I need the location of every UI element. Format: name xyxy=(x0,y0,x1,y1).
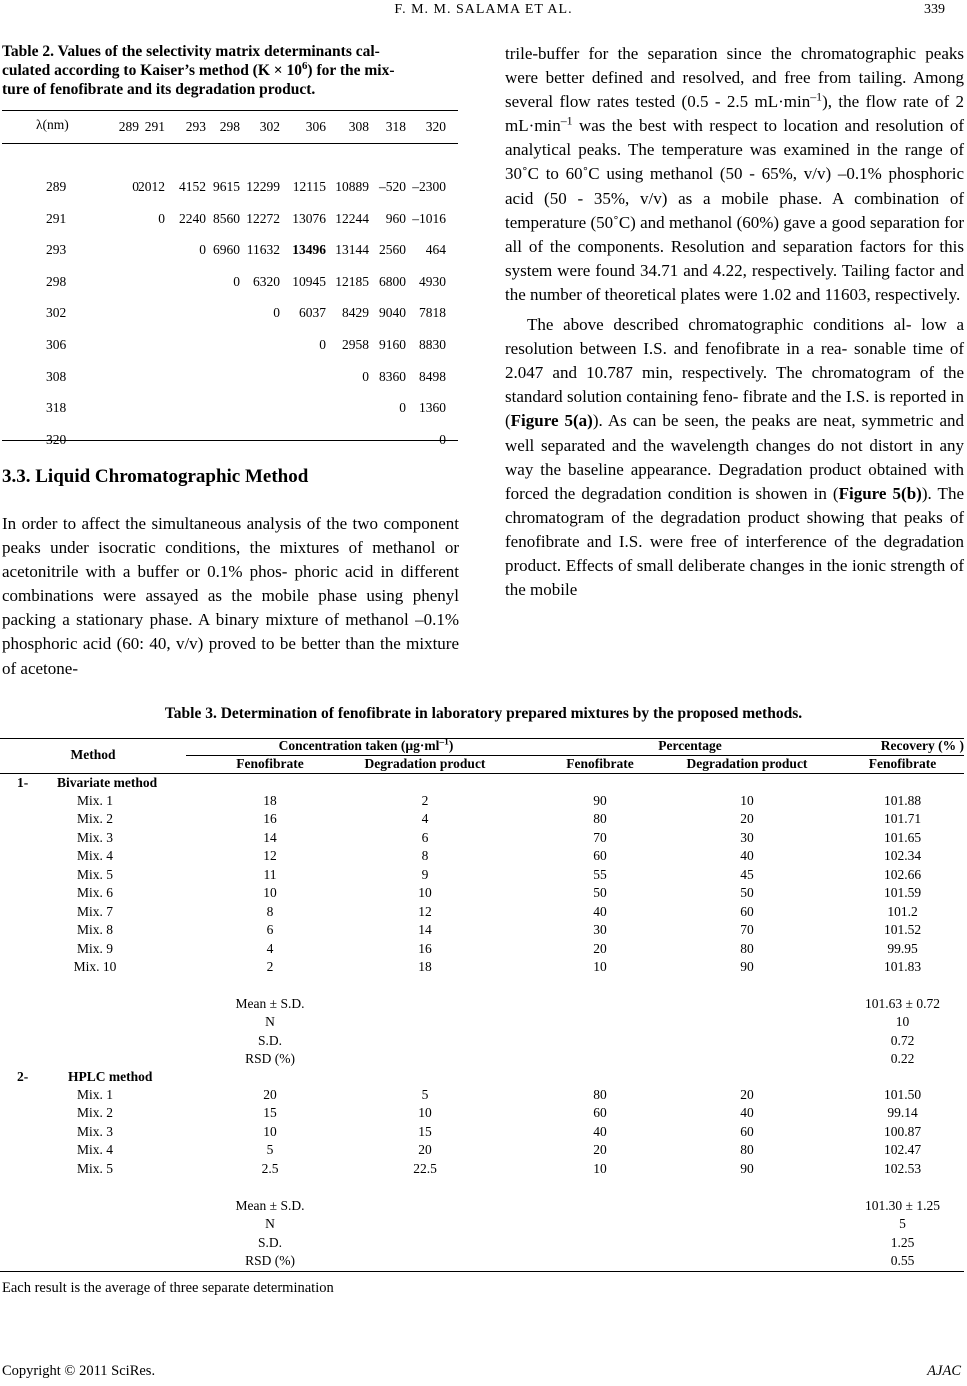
t3-cell: 14 xyxy=(418,922,432,938)
t3-cell: 101.59 xyxy=(883,885,922,901)
t3-cell: Mix. 3 xyxy=(76,829,113,845)
t2-cell: 6800 xyxy=(379,273,406,289)
t2-cell: 13076 xyxy=(292,210,326,226)
t3-stat-value: 5 xyxy=(899,1216,906,1232)
t3-cell: 10 xyxy=(593,1160,607,1176)
t3-cell: 10 xyxy=(593,959,607,975)
t3-cell: 16 xyxy=(418,940,432,956)
t2-column-header: 320 xyxy=(425,119,446,134)
section-heading: 3.3. Liquid Chromatographic Method xyxy=(2,466,309,487)
table3-caption: Table 3. Determination of fenofibrate in laboratory prepared mixtures by the proposed methods. xyxy=(164,705,803,722)
t2-row-label: 306 xyxy=(46,337,67,352)
t3-group1-name: Bivariate method xyxy=(57,775,158,790)
t3-cell: Mix. 1 xyxy=(76,793,113,808)
t3-cell: Mix. 2 xyxy=(76,811,113,827)
t3-cell: 100.87 xyxy=(883,1123,922,1139)
t2-cell: 12115 xyxy=(292,179,326,194)
t2-cell: 10889 xyxy=(335,179,369,194)
t2-cell: 0 xyxy=(273,305,280,321)
t3-stat-value: 0.55 xyxy=(890,1253,915,1269)
t3-header-percentage: Percentage xyxy=(658,738,722,753)
t3-cell: 80 xyxy=(593,811,607,827)
t3-cell: 102.34 xyxy=(883,848,922,864)
t3-cell: 40 xyxy=(593,903,607,919)
t2-cell: 9615 xyxy=(213,179,240,194)
t2-cell: 0 xyxy=(132,179,139,194)
t2-cell: 11632 xyxy=(246,242,280,258)
t2-cell: 0 xyxy=(399,400,406,416)
t3-cell: 102.47 xyxy=(883,1142,922,1158)
t3-cell: 101.50 xyxy=(883,1087,922,1102)
t3-header-recovery: Recovery (% ) xyxy=(880,738,964,753)
t3-cell: 5 xyxy=(266,1142,274,1158)
t3-group2-name: HPLC method xyxy=(68,1069,153,1084)
t3-cell: 80 xyxy=(740,940,754,956)
t2-column-header: 291 xyxy=(144,119,165,134)
t2-cell: 12244 xyxy=(335,210,369,226)
t3-cell: 90 xyxy=(593,793,607,808)
t3-cell: 50 xyxy=(593,885,607,901)
t3-cell: 60 xyxy=(740,903,754,919)
t3-stat-value: 101.63 ± 0.72 xyxy=(865,996,940,1011)
table3-header-rule xyxy=(0,773,964,774)
t2-cell: 8830 xyxy=(419,337,446,352)
t3-cell: 60 xyxy=(593,1105,607,1121)
t3-cell: 15 xyxy=(418,1123,432,1139)
t3-stat-value: 0.22 xyxy=(890,1051,915,1067)
t2-cell: 2560 xyxy=(379,242,406,258)
t2-cell: 0 xyxy=(233,273,240,289)
t3-cell: 4 xyxy=(421,811,429,827)
t2-cell: –1016 xyxy=(412,210,446,226)
t3-cell: 90 xyxy=(740,1160,754,1176)
t3-cell: 30 xyxy=(593,922,607,938)
t3-cell: 12 xyxy=(263,848,277,864)
t2-cell: 6960 xyxy=(213,242,240,258)
t3-cell: 101.65 xyxy=(883,829,922,845)
t2-column-header: 302 xyxy=(259,119,280,134)
t3-cell: 22.5 xyxy=(413,1160,437,1176)
t3-cell: 20 xyxy=(740,811,754,827)
t2-cell: 2958 xyxy=(342,337,369,352)
t3-cell: Mix. 4 xyxy=(76,848,113,864)
t2-row-label: 302 xyxy=(46,305,67,321)
t3-cell: 6 xyxy=(266,922,274,938)
t2-cell: 13144 xyxy=(335,242,369,258)
t2-cell: 8560 xyxy=(213,210,240,226)
t2-cell: 0 xyxy=(439,431,446,447)
t3-cell: 20 xyxy=(593,1142,607,1158)
right-paragraph-2: The above described chromatographic conditions al- low a resolution between I.S. and fenofibrate in a rea- sonable time of 2.047 and 10.787 min, respectively. The chromatogram of the standard solution containing feno- fibrate and the I.S. is reported in (Figure 5(a)). As can be seen, the peaks are neat, symmetric and well separated and the wavelength changes do not distort in any way the baseline appearance. Degradation product obtained with forced the degradation condition is showen in (Figure 5(b)). The chromatogram of the degradation product showing that peaks of fenofibrate and I.S. were free of interference of the degradation product. Effects of small deliberate changes in the ionic strength of the mobile xyxy=(505,315,964,600)
t3-cell: 99.95 xyxy=(887,940,918,956)
t3-cell: Mix. 7 xyxy=(76,903,113,919)
t2-row-label: 318 xyxy=(46,400,67,416)
t2-cell: 13496 xyxy=(292,242,326,258)
t2-cell: 2012 xyxy=(138,179,165,194)
table2-bottom-rule xyxy=(2,440,458,441)
t3-cell: Mix. 2 xyxy=(76,1105,113,1121)
t3-stat-label: N xyxy=(265,1216,275,1232)
t2-lambda-header: λ(nm) xyxy=(36,117,69,132)
t2-cell: 12299 xyxy=(246,179,280,194)
t3-cell: 60 xyxy=(593,848,607,864)
t3-sub-fenofibrate-2: Fenofibrate xyxy=(566,756,634,771)
t3-cell: 102.66 xyxy=(883,866,922,882)
t2-row-label: 320 xyxy=(46,431,67,447)
t2-cell: 12272 xyxy=(246,210,280,226)
t3-stat-label: Mean ± S.D. xyxy=(235,1198,305,1213)
t2-cell: 8498 xyxy=(419,368,446,384)
t3-cell: 101.88 xyxy=(883,793,922,808)
right-column xyxy=(505,42,964,602)
t2-column-header: 298 xyxy=(219,119,240,134)
page-number: 339 xyxy=(924,2,945,17)
t3-cell: 15 xyxy=(263,1105,277,1121)
running-title: F. M. M. SALAMA ET AL. xyxy=(394,2,573,17)
t3-cell: 30 xyxy=(740,829,754,845)
t2-cell: 960 xyxy=(385,210,406,226)
t3-cell: 10 xyxy=(418,1105,432,1121)
t3-cell: 9 xyxy=(421,866,429,882)
t2-cell: 6320 xyxy=(253,273,280,289)
t2-cell: 12185 xyxy=(335,273,369,289)
t3-cell: 20 xyxy=(418,1142,432,1158)
t3-stat-value: 101.30 ± 1.25 xyxy=(865,1198,940,1213)
table3-bottom-rule xyxy=(0,1271,964,1272)
t3-cell: 101.2 xyxy=(887,903,918,919)
t3-cell: 8 xyxy=(266,903,274,919)
t3-stat-value: 10 xyxy=(895,1014,910,1030)
t2-column-header: 293 xyxy=(185,119,206,134)
t3-cell: Mix. 3 xyxy=(76,1123,113,1139)
t2-row-label: 298 xyxy=(46,273,67,289)
t3-header-concentration: Concentration taken $(\mu g\cdot ml^{-1})$ xyxy=(278,737,454,753)
t3-cell: Mix. 5 xyxy=(76,866,113,882)
t3-cell: Mix. 9 xyxy=(76,940,113,956)
t2-row-label: 293 xyxy=(46,242,67,258)
t2-row-label: 308 xyxy=(46,368,67,384)
t3-cell: 101.52 xyxy=(883,922,922,938)
t2-cell: 6037 xyxy=(299,305,326,321)
t3-cell: 45 xyxy=(740,866,754,882)
t3-cell: 8 xyxy=(421,848,429,864)
t3-cell: 10 xyxy=(263,1123,277,1139)
t2-row-label: 289 xyxy=(46,179,67,194)
t2-cell: 4152 xyxy=(179,179,206,194)
t3-cell: 20 xyxy=(263,1087,277,1102)
t2-cell: –520 xyxy=(379,179,406,194)
t3-cell: 10 xyxy=(418,885,432,901)
t3-cell: 18 xyxy=(263,793,277,808)
t3-stat-label: N xyxy=(265,1014,275,1030)
table2-caption: Table 2. Values of the selectivity matrix determinants cal- culated according to Kaiser’s method $(K \times 10^6)$ for the mix- ture of fenofibrate and its degradation product. xyxy=(2,43,395,98)
journal-name: AJAC xyxy=(927,1363,961,1379)
t2-cell: 8360 xyxy=(379,368,406,384)
t3-cell: Mix. 10 xyxy=(73,959,117,975)
t3-cell: 16 xyxy=(263,811,277,827)
t3-cell: 70 xyxy=(740,922,754,938)
t2-column-header: 289 xyxy=(118,119,139,134)
t3-header-method: Method xyxy=(70,747,116,762)
left-paragraph: In order to affect the simultaneous analysis of the two component peaks under isocratic conditions, the mixtures of methanol or acetonitrile with a buffer or 0.1% phos- phoric acid in different combinations were assayed as the mobile phase using phenyl packing a stationary phase. A binary mixture of methanol –0.1% phosphoric acid (60: 40, v/v) proved to be better than the mixture of acetone- xyxy=(2,514,459,678)
t3-cell: Mix. 1 xyxy=(76,1087,113,1102)
t2-cell: 0 xyxy=(158,210,165,226)
t3-stat-value: 0.72 xyxy=(890,1032,915,1048)
t3-cell: 101.71 xyxy=(883,811,922,827)
t3-cell: 2.5 xyxy=(261,1160,279,1176)
t2-cell: 2240 xyxy=(179,210,206,226)
t2-cell: 0 xyxy=(199,242,206,258)
t3-cell: 4 xyxy=(266,940,274,956)
t3-cell: Mix. 4 xyxy=(76,1142,113,1158)
table2-header-rule xyxy=(2,143,458,144)
t3-stat-label: Mean ± S.D. xyxy=(235,996,305,1011)
t2-cell: 8429 xyxy=(342,305,369,321)
t2-cell: 1360 xyxy=(419,400,446,416)
t3-cell: 5 xyxy=(421,1087,429,1102)
t3-cell: 11 xyxy=(263,866,277,882)
t3-stat-label: S.D. xyxy=(257,1032,282,1048)
t3-cell: 101.83 xyxy=(883,959,922,975)
t3-cell: 2 xyxy=(266,959,274,975)
t3-cell: 20 xyxy=(593,940,607,956)
t2-cell: 4930 xyxy=(419,273,446,289)
t2-column-header: 318 xyxy=(385,119,406,134)
t2-cell: 0 xyxy=(319,337,326,352)
t2-cell: 0 xyxy=(362,368,369,384)
t3-stat-label: RSD (%) xyxy=(245,1253,295,1269)
t3-cell: 70 xyxy=(593,829,607,845)
t3-cell: Mix. 8 xyxy=(76,922,113,938)
t2-cell: 10945 xyxy=(292,273,326,289)
t2-cell: 9040 xyxy=(379,305,406,321)
t2-cell: 464 xyxy=(425,242,446,258)
t3-cell: 2 xyxy=(421,793,429,808)
t2-cell: –2300 xyxy=(412,179,446,194)
t3-cell: 60 xyxy=(740,1123,754,1139)
t3-stat-value: 1.25 xyxy=(890,1234,915,1250)
t3-cell: 80 xyxy=(593,1087,607,1102)
t3-cell: 6 xyxy=(421,829,429,845)
table2-top-rule xyxy=(2,110,458,111)
t3-cell: 55 xyxy=(593,866,607,882)
t3-cell: 40 xyxy=(740,1105,754,1121)
right-paragraph-1: trile-buffer for the separation since the chromatographic peaks were better defined and resolved, and free from tailing. Among several flow rates tested (0.5 - 2.5 $mL\cdot\min^{-1}$), the flow rate of 2 $mL\cdot\min^{-1}$ was the best with respect to location and resolution of analytical peaks. The temperature was examined in the range of 30˚C to 60˚C using methanol (50 - 65%, v/v) –0.1% phosphoric acid (50 - 35%, v/v) as a mobile phase. A combination of temperature (50˚C) and methanol (60%) gave a good separation for all of the components. Resolution and separation factors for this system were found 34.71 and 4.22, respectively. Tailing factor and the number of theoretical plates were 1.02 and 11603, respectively. xyxy=(505,44,964,304)
t2-row-label: 291 xyxy=(46,210,67,226)
t3-cell: 14 xyxy=(263,829,277,845)
t3-cell: 20 xyxy=(740,1087,754,1102)
t3-cell: Mix. 5 xyxy=(76,1160,113,1176)
t3-sub-degradation-2: Degradation product xyxy=(686,756,808,771)
t2-cell: 9160 xyxy=(379,337,406,352)
t3-cell: 40 xyxy=(740,848,754,864)
t3-cell: 18 xyxy=(418,959,432,975)
t3-cell: 102.53 xyxy=(883,1160,922,1176)
t3-cell: 80 xyxy=(740,1142,754,1158)
t3-stat-label: RSD (%) xyxy=(245,1051,295,1067)
t3-cell: 10 xyxy=(740,793,754,808)
t3-group1-number: 1- xyxy=(17,775,29,790)
t3-cell: 99.14 xyxy=(887,1105,918,1121)
t3-cell: 50 xyxy=(740,885,754,901)
t3-sub-fenofibrate-3: Fenofibrate xyxy=(868,756,937,771)
t3-stat-label: S.D. xyxy=(257,1234,282,1250)
copyright: Copyright © 2011 SciRes. xyxy=(2,1363,156,1379)
t2-column-header: 308 xyxy=(348,119,369,134)
t3-group2-number: 2- xyxy=(17,1069,29,1084)
page-header xyxy=(0,0,967,24)
t2-cell: 7818 xyxy=(419,305,446,321)
t2-column-header: 306 xyxy=(305,119,326,134)
t3-cell: 10 xyxy=(263,885,277,901)
t3-cell: 12 xyxy=(418,903,432,919)
t3-cell: 40 xyxy=(593,1123,607,1139)
t3-cell: 90 xyxy=(740,959,754,975)
t3-sub-fenofibrate-1: Fenofibrate xyxy=(236,756,304,771)
t3-cell: Mix. 6 xyxy=(76,885,113,901)
t3-sub-degradation-1: Degradation product xyxy=(364,756,486,771)
table3-footnote: Each result is the average of three separate determination xyxy=(2,1280,334,1296)
